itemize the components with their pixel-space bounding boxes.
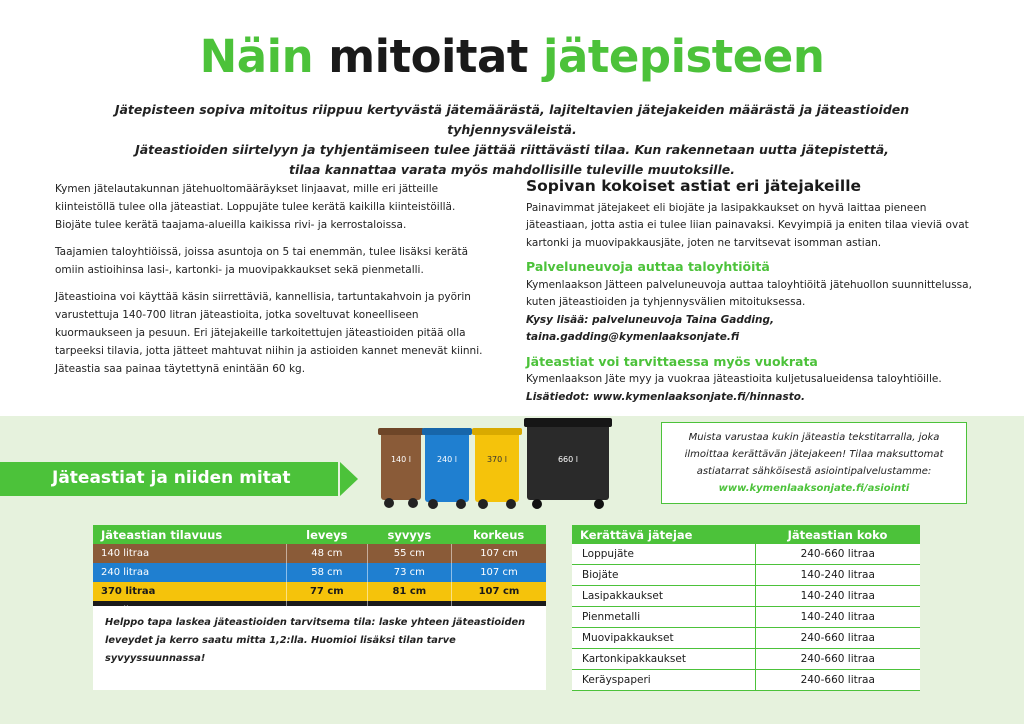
sticker-notice: [661, 422, 967, 504]
table-cell: 107 cm: [451, 563, 546, 582]
table-cell: 140-240 litraa: [755, 586, 920, 607]
table-row: [572, 544, 920, 565]
contact-line: Kysy lisää: palveluneuvoja Taina Gadding, taina.gadding@kymenlaaksonjate.fi: [526, 313, 774, 343]
bin-240-icon: [422, 428, 472, 509]
header-bin-size: Jäteastian koko: [755, 525, 920, 544]
table-cell: 55 cm: [367, 544, 451, 563]
bin-240-label: 240 l: [436, 455, 458, 464]
table-cell: Loppujäte: [572, 544, 755, 565]
intro-line-1: Jätepisteen sopiva mitoitus riippuu kertyvästä jätemäärästä, lajiteltavien jätejakeiden määrästä ja jäteastioiden tyhjennysväleistä.: [114, 102, 910, 137]
bin-660-label: 660 l: [557, 455, 579, 464]
title-word-1: Näin: [199, 30, 314, 83]
table-cell: 81 cm: [367, 582, 451, 601]
right-paragraph-1: Painavimmat jätejakeet eli biojäte ja lasipakkaukset on hyvä laittaa pieneen jäteastiaan, jotta astia ei tulee liian painavaksi. Kevyimpiä ja eniten tilaa vieviä ovat kartonki ja muovipakkausjäte, joten ne tarvitsevat isomman astian.: [526, 201, 969, 249]
subheading-service-advisor: Palveluneuvoja auttaa taloyhtiöitä: [526, 259, 770, 274]
table-row: [93, 563, 546, 582]
table-cell: 58 cm: [286, 563, 367, 582]
table-cell: Muovipakkaukset: [572, 628, 755, 649]
title-word-2: mitoitat: [328, 30, 528, 83]
table-cell: 240 litraa: [93, 563, 286, 582]
left-paragraph-2: Taajamien taloyhtiöissä, joissa asuntoja on 5 tai enemmän, tulee lisäksi kerätä omiin astioihinsa lasi-, kartonki- ja muovipakkaukset sekä pienmetalli.: [55, 246, 469, 276]
more-info-link[interactable]: Lisätiedot: www.kymenlaaksonjate.fi/hinnasto.: [526, 390, 805, 403]
table-row: [572, 586, 920, 607]
table-cell: Kartonkipakkaukset: [572, 649, 755, 670]
table-cell: 240-660 litraa: [755, 628, 920, 649]
table-row: [572, 670, 920, 691]
table-row: [572, 649, 920, 670]
right-paragraph-3: Kymenlaakson Jäte myy ja vuokraa jäteastioita kuljetusalueidensa taloyhtiöille.: [526, 373, 942, 385]
table-header-row: [572, 525, 920, 544]
page-title: [0, 30, 1024, 83]
intro-line-3: tilaa kannattaa varata myös mahdollisille tuleville muutoksille.: [289, 162, 735, 177]
table-cell: 370 litraa: [93, 582, 286, 601]
banner-arrow-icon: [340, 462, 358, 496]
table-cell: Biojäte: [572, 565, 755, 586]
intro-text: [60, 100, 964, 180]
header-fraction: Kerättävä jätejae: [572, 525, 755, 544]
left-paragraph-1: Kymen jätelautakunnan jätehuoltomääräykset linjaavat, mille eri jätteille kiinteistöllä tulee olla jäteastiat. Loppujäte tulee kerätä kaikilla kiinteistöillä. Biojäte tulee kerätä taajama-alueilla kaikissa rivi- ja kerrostaloissa.: [55, 183, 456, 231]
table-row: [572, 628, 920, 649]
bin-140-icon: [378, 428, 424, 508]
table-cell: 73 cm: [367, 563, 451, 582]
right-column: [526, 178, 976, 406]
notice-line-3: astiatarrat sähköisestä asiointipalvelustamme:: [696, 466, 932, 477]
table-cell: 48 cm: [286, 544, 367, 563]
table-cell: 107 cm: [451, 544, 546, 563]
table-cell: 77 cm: [286, 582, 367, 601]
waste-bins-illustration: [375, 412, 615, 512]
table-cell: Keräyspaperi: [572, 670, 755, 691]
table-row: [93, 544, 546, 563]
table-cell: 140-240 litraa: [755, 565, 920, 586]
table-row: [93, 582, 546, 601]
right-paragraph-2: Kymenlaakson Jätteen palveluneuvoja auttaa taloyhtiöitä jätehuollon suunnittelussa, kuten jäteastioiden ja tyhjennysvälien mitoituksessa.: [526, 278, 972, 308]
table-cell: 240-660 litraa: [755, 649, 920, 670]
banner-text: Jäteastiat ja niiden mitat: [52, 468, 291, 488]
table-row: [572, 607, 920, 628]
table-cell: 107 cm: [451, 582, 546, 601]
title-word-3: jätepisteen: [543, 30, 825, 83]
table-cell: 140-240 litraa: [755, 607, 920, 628]
table-cell: Pienmetalli: [572, 607, 755, 628]
note-text: Helppo tapa laskea jäteastioiden tarvitsema tila: laske yhteen jäteastioiden leveydet ja kerro saatu mitta 1,2:lla. Huomioi lisäksi tilan tarve syvyyssuunnassa!: [105, 617, 526, 664]
space-calculation-note: [93, 606, 546, 690]
section-banner: [0, 462, 338, 496]
table-cell: 140 litraa: [93, 544, 286, 563]
header-width: leveys: [286, 525, 367, 544]
bin-140-label: 140 l: [390, 455, 412, 464]
bin-370-icon: [472, 428, 522, 509]
header-height: korkeus: [451, 525, 546, 544]
left-paragraph-3: Jäteastioina voi käyttää käsin siirrettäviä, kannellisia, tartuntakahvoin ja pyörin varustettuja 140-700 litran jäteastioita, jotka soveltuvat koneelliseen kuormaukseen ja pesuun. Eri jätejakeille tarkoitettujen jäteastioiden pitää olla tarpeeksi tilavia, jotta jätteet mahtuvat niihin ja astioiden kannet menevät kiinni. Jäteastia saa painaa täytettynä enintään 60 kg.: [55, 291, 483, 375]
bin-660-icon: [524, 418, 612, 509]
table-row: [572, 565, 920, 586]
header-depth: syvyys: [367, 525, 451, 544]
table-cell: 240-660 litraa: [755, 544, 920, 565]
header-volume: Jäteastian tilavuus: [93, 525, 286, 544]
bin-370-label: 370 l: [486, 455, 508, 464]
notice-line-2: ilmoittaa kerättävän jätejakeen! Tilaa maksuttomat: [684, 449, 944, 460]
right-heading: Sopivan kokoiset astiat eri jätejakeille: [526, 177, 862, 195]
table-cell: Lasipakkaukset: [572, 586, 755, 607]
table-cell: 240-660 litraa: [755, 670, 920, 691]
notice-line-1: Muista varustaa kukin jäteastia tekstitarralla, joka: [688, 432, 940, 443]
waste-fraction-table: [572, 525, 920, 691]
subheading-rental: Jäteastiat voi tarvittaessa myös vuokrata: [526, 353, 818, 369]
left-column: [55, 180, 495, 387]
notice-link[interactable]: www.kymenlaaksonjate.fi/asiointi: [718, 483, 910, 494]
intro-line-2: Jäteastioiden siirtelyyn ja tyhjentämiseen tulee jättää riittävästi tilaa. Kun rakennetaan uutta jätepistettä,: [135, 142, 889, 157]
table-header-row: [93, 525, 546, 544]
